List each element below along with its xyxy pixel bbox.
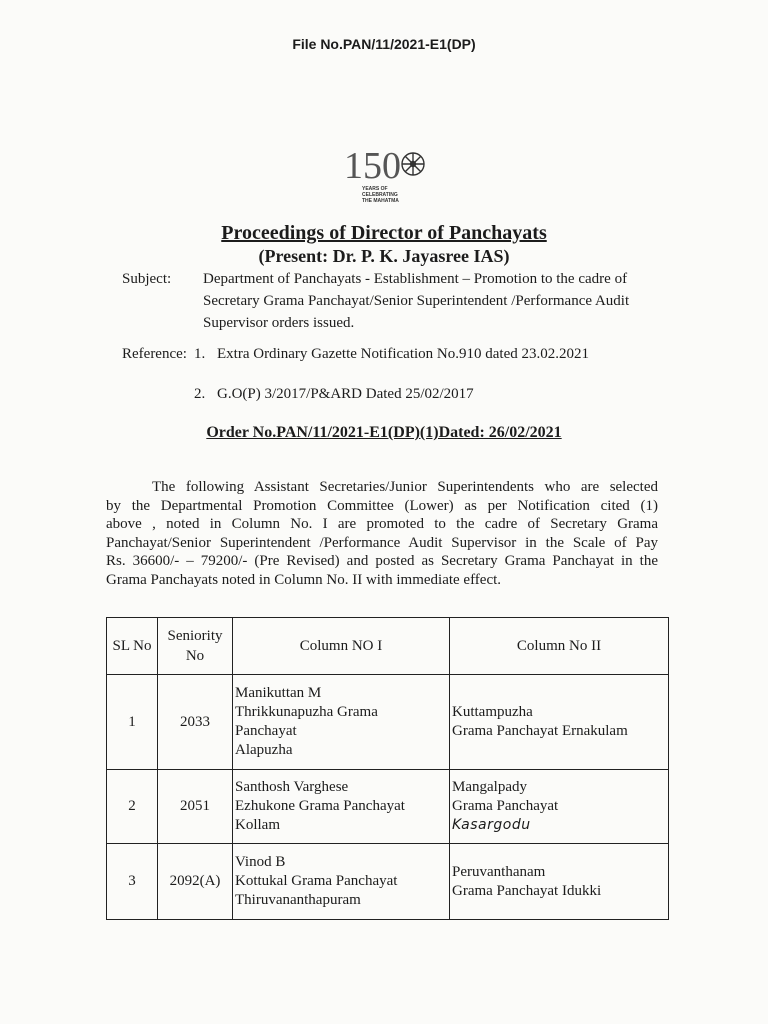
reference-text: G.O(P) 3/2017/P&ARD Dated 25/02/2017 — [217, 386, 474, 402]
table-row — [107, 844, 669, 920]
promotion-table — [106, 617, 669, 920]
cell-column-1 — [233, 675, 450, 770]
header-column-1: Column NO I — [233, 618, 450, 675]
svg-text:YEARS OF: YEARS OF — [362, 186, 388, 192]
reference-number: 2. — [194, 386, 206, 402]
subject-line: Department of Panchayats - Establishment – Promotion to the cadre of — [203, 271, 628, 287]
document-title: Proceedings of Director of Panchayats — [221, 222, 547, 244]
reference-number: 1. — [194, 346, 206, 362]
table-row — [107, 770, 669, 844]
subject-text — [203, 268, 673, 334]
cell-seniority: 2051 — [158, 770, 233, 844]
cell-line: Thrikkunapuzha Grama — [235, 704, 378, 720]
subject-line: Supervisor orders issued. — [203, 315, 355, 331]
body-line: The following Assistant Secretaries/Junior Superintendents who are selected — [152, 479, 658, 495]
cell-line: Thiruvananthapuram — [235, 892, 361, 908]
body-line: above , noted in Column No. I are promoted to the cadre of Secretary Grama — [106, 516, 658, 532]
subject-label: Subject: — [122, 271, 172, 287]
cell-column-2 — [450, 844, 669, 920]
cell-sl-no: 2 — [107, 770, 158, 844]
cell-line: Santhosh Varghese — [235, 779, 349, 795]
cell-line: Grama Panchayat Idukki — [452, 882, 602, 899]
cell-line: Grama Panchayat — [452, 798, 559, 814]
gandhi-150-logo — [340, 144, 430, 206]
svg-text:150: 150 — [344, 145, 401, 187]
body-line: Grama Panchayats noted in Column No. II with immediate effect. — [106, 571, 502, 588]
cell-line: Kollam — [235, 817, 280, 833]
header-seniority-line: No — [185, 648, 205, 664]
cell-line: Ezhukone Grama Panchayat — [235, 798, 405, 814]
reference-label: Reference: — [122, 346, 187, 362]
cell-line: Panchayat — [235, 723, 297, 739]
cell-line: Mangalpady — [452, 779, 527, 795]
body-line: Panchayat/Senior Superintendent /Performance Audit Supervisor in the Scale of Pay — [106, 534, 658, 551]
body-line: Rs. 36600/- – 79200/- (Pre Revised) and posted as Secretary Grama Panchayat in the — [106, 553, 658, 569]
cell-line: Manikuttan M — [235, 685, 322, 701]
cell-line: Vinod B — [235, 854, 286, 870]
body-line: by the Departmental Promotion Committee (Lower) as per Notification cited (1) — [106, 497, 658, 514]
table-row — [107, 675, 669, 770]
cell-seniority: 2092(A) — [158, 844, 233, 920]
header-seniority — [158, 618, 233, 675]
order-body — [106, 478, 658, 589]
svg-text:THE MAHATMA: THE MAHATMA — [362, 198, 399, 204]
table-header-row — [107, 618, 669, 675]
cell-line: Kuttampuzha — [452, 704, 533, 720]
cell-column-1 — [233, 770, 450, 844]
reference-text: Extra Ordinary Gazette Notification No.910 dated 23.02.2021 — [217, 346, 589, 362]
presiding-officer: (Present: Dr. P. K. Jayasree IAS) — [258, 246, 510, 266]
svg-text:CELEBRATING: CELEBRATING — [362, 192, 398, 198]
cell-line: Alapuzha — [235, 742, 293, 758]
cell-column-2 — [450, 770, 669, 844]
cell-column-1 — [233, 844, 450, 920]
header-seniority-line: Seniority — [167, 628, 223, 644]
header-sl-no: SL No — [107, 618, 158, 675]
cell-column-2 — [450, 675, 669, 770]
file-number: File No.PAN/11/2021-E1(DP) — [292, 36, 476, 52]
subject-line: Secretary Grama Panchayat/Senior Superintendent /Performance Audit — [203, 293, 630, 309]
cell-sl-no: 1 — [107, 675, 158, 770]
handwritten-district: Kasargodu — [452, 817, 531, 833]
cell-sl-no: 3 — [107, 844, 158, 920]
cell-seniority: 2033 — [158, 675, 233, 770]
order-number: Order No.PAN/11/2021-E1(DP)(1)Dated: 26/02/2021 — [206, 424, 562, 441]
cell-line: Peruvanthanam — [452, 863, 546, 880]
cell-line: Grama Panchayat Ernakulam — [452, 723, 628, 739]
header-column-2: Column No II — [450, 618, 669, 675]
cell-line: Kottukal Grama Panchayat — [235, 873, 398, 889]
